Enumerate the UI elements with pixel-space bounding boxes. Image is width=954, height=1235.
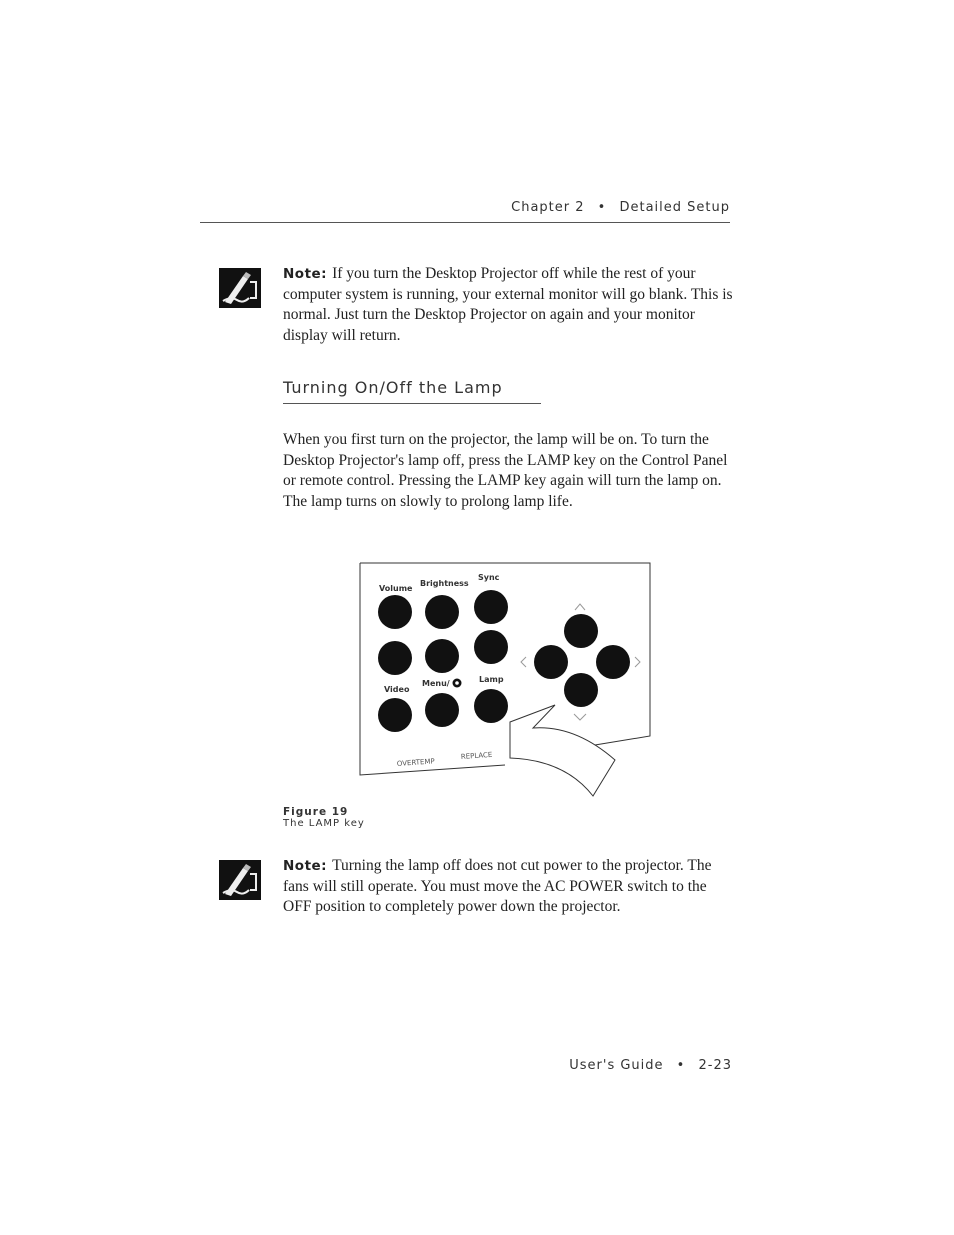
control-panel-figure <box>355 560 675 805</box>
pointer-arrow-icon <box>510 705 615 796</box>
figure-title: The LAMP key <box>283 818 365 829</box>
overtemp-label: OVERTEMP <box>396 757 435 768</box>
video-label: Video <box>384 685 410 694</box>
sync-label: Sync <box>478 573 500 582</box>
page-footer <box>569 1058 732 1073</box>
right-arrow-glyph <box>635 657 640 667</box>
note-pencil-icon <box>219 860 261 900</box>
arrow-right-button <box>596 645 630 679</box>
volume-down-button <box>378 641 412 675</box>
arrow-up-button <box>564 614 598 648</box>
down-arrow-glyph <box>574 714 586 720</box>
figure-number: Figure 19 <box>283 806 349 818</box>
section-label: Detailed Setup <box>619 200 730 215</box>
video-button <box>378 698 412 732</box>
brightness-up-button <box>425 595 459 629</box>
lamp-label: Lamp <box>479 675 504 684</box>
volume-label: Volume <box>379 584 413 593</box>
body-paragraph: When you first turn on the projector, the lamp will be on. To turn the Desktop Projector's lamp off, press the LAMP key on the Control Panel or remote control. Pressing the LAMP key again will turn the lamp on. The lamp turns on slowly to prolong lamp life. <box>283 431 728 510</box>
lamp-button <box>474 689 508 723</box>
menu-label: Menu/ <box>422 679 450 688</box>
volume-up-button <box>378 595 412 629</box>
note-block-2 <box>283 856 733 918</box>
arrow-left-button <box>534 645 568 679</box>
left-arrow-glyph <box>521 657 526 667</box>
running-header <box>511 200 730 215</box>
page-number: 2-23 <box>698 1058 732 1073</box>
header-separator: • <box>597 200 607 215</box>
replace-label: REPLACE <box>460 750 493 761</box>
guide-label: User's Guide <box>569 1058 664 1073</box>
note-label: Note: <box>283 266 328 282</box>
control-panel-drawing <box>355 560 675 805</box>
note-block-1 <box>283 264 733 346</box>
arrow-down-button <box>564 673 598 707</box>
section-title: Turning On/Off the Lamp <box>283 378 541 404</box>
brightness-label: Brightness <box>420 579 469 588</box>
footer-separator: • <box>676 1058 686 1073</box>
note-body: If you turn the Desktop Projector off while the rest of your computer system is running, your external monitor will go blank. This is normal. Just turn the Desktop Projector on again and your monitor display will return. <box>283 265 733 344</box>
note-body: Turning the lamp off does not cut power to the projector. The fans will still operate. You must move the AC POWER switch to the OFF position to completely power down the projector. <box>283 857 712 915</box>
menu-button <box>425 693 459 727</box>
chapter-label: Chapter 2 <box>511 200 585 215</box>
brightness-down-button <box>425 639 459 673</box>
up-arrow-glyph <box>575 604 585 610</box>
note-pencil-icon <box>219 268 261 308</box>
sync-up-button <box>474 590 508 624</box>
sync-down-button <box>474 630 508 664</box>
figure-caption <box>283 806 365 830</box>
page-header <box>200 200 730 223</box>
note-label: Note: <box>283 858 328 874</box>
